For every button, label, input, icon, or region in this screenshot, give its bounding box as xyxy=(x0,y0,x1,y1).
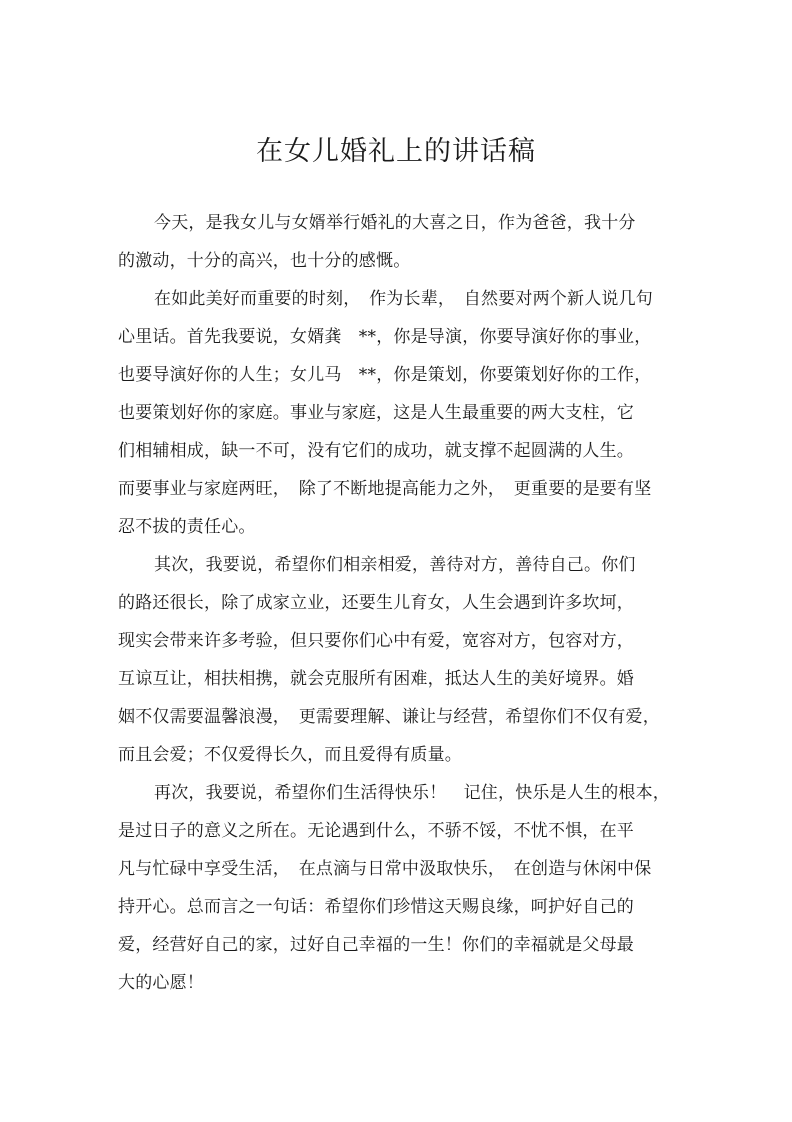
body-text-line: 姻不仅需要温馨浪漫， 更需要理解、谦让与经营，希望你们不仅有爱， xyxy=(118,707,660,727)
body-text-line: 今天，是我女儿与女婿举行婚礼的大喜之日，作为爸爸，我十分 xyxy=(154,213,636,233)
body-text-line: 也要导演好你的人生；女儿马 **，你是策划，你要策划好你的工作， xyxy=(118,365,652,385)
body-text-line: 凡与忙碌中享受生活， 在点滴与日常中汲取快乐， 在创造与休闲中保 xyxy=(118,859,652,879)
body-text-line: 忍不拔的责任心。 xyxy=(118,517,256,537)
body-text-line: 互谅互让，相扶相携，就会克服所有困难，抵达人生的美好境界。婚 xyxy=(118,669,634,689)
body-text-line: 而且会爱；不仅爱得长久，而且爱得有质量。 xyxy=(118,745,462,765)
body-text-line: 心里话。首先我要说，女婿龚 **，你是导演，你要导演好你的事业， xyxy=(118,327,652,347)
body-text-line: 是过日子的意义之所在。无论遇到什么，不骄不馁，不忧不惧，在平 xyxy=(118,821,634,841)
body-text-line: 大的心愿！ xyxy=(118,973,204,993)
body-text-line: 而要事业与家庭两旺， 除了不断地提高能力之外， 更重要的是要有坚 xyxy=(118,479,652,499)
body-text-line: 现实会带来许多考验，但只要你们心中有爱，宽容对方，包容对方， xyxy=(118,631,634,651)
body-text-line: 再次，我要说，希望你们生活得快乐！ 记住，快乐是人生的根本， xyxy=(154,783,670,803)
body-text-line: 们相辅相成，缺一不可，没有它们的成功，就支撑不起圆满的人生。 xyxy=(118,441,634,461)
body-text-line: 的激动，十分的高兴，也十分的感慨。 xyxy=(118,251,411,271)
body-text-line: 的路还很长，除了成家立业，还要生儿育女，人生会遇到许多坎坷， xyxy=(118,593,634,613)
body-text-line: 持开心。总而言之一句话：希望你们珍惜这天赐良缘，呵护好自己的 xyxy=(118,897,634,917)
body-text-line: 也要策划好你的家庭。事业与家庭，这是人生最重要的两大支柱，它 xyxy=(118,403,634,423)
document-body xyxy=(118,204,678,1002)
document-title: 在女儿婚礼上的讲话稿 xyxy=(256,136,536,167)
body-text-line: 爱，经营好自己的家，过好自己幸福的一生！你们的幸福就是父母最 xyxy=(118,935,634,955)
body-text-line: 在如此美好而重要的时刻， 作为长辈， 自然要对两个新人说几句 xyxy=(154,289,653,309)
body-text-line: 其次，我要说，希望你们相亲相爱，善待对方，善待自己。你们 xyxy=(154,555,636,575)
